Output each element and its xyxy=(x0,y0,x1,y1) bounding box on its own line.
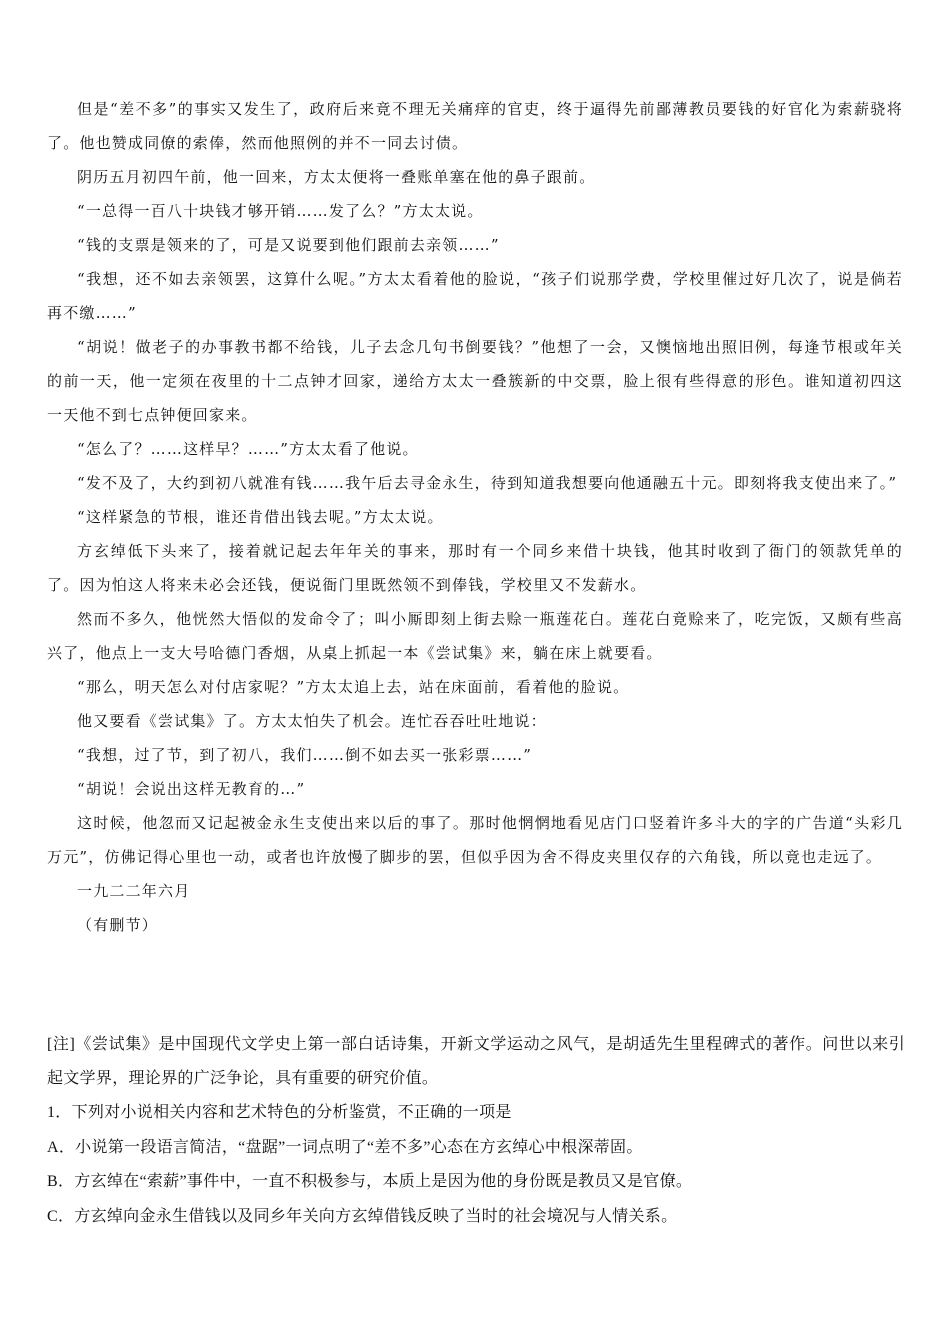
story-paragraph: “我想，过了节，到了初八，我们……倒不如去买一张彩票……” xyxy=(77,746,533,764)
option-b: B．方玄绰在“索薪”事件中，一直不积极参与，本质上是因为他的身份既是教员又是官僚。 xyxy=(47,1173,693,1190)
footnote: [注]《尝试集》是中国现代文学史上第一部白话诗集，开新文学运动之风气，是胡适先生里程碑式的著作。问世以来引起文学界，理论界的广泛争论，具有重要的研究价值。 xyxy=(47,1036,905,1087)
story-paragraph: “发不及了，大约到初八就准有钱……我午后去寻金永生，待到知道我想要向他通融五十元。即刻将我支使出来了。” xyxy=(77,474,898,492)
question-stem: 1．下列对小说相关内容和艺术特色的分析鉴赏，不正确的一项是 xyxy=(47,1104,512,1121)
story-abridged-note: （有删节） xyxy=(77,916,159,934)
option-a: A．小说第一段语言简洁，“盘踞”一词点明了“差不多”心态在方玄绰心中根深蒂固。 xyxy=(47,1138,643,1156)
story-paragraph: “这样紧急的节根，谁还肯借出钱去呢。”方太太说。 xyxy=(77,508,444,526)
story-paragraph: 方玄绰低下头来了，接着就记起去年年关的事来，那时有一个同乡来借十块钱，他其时收到了衙门的领款凭单的了。因为怕这人将来未必会还钱，便说衙门里既然领不到俸钱，学校里又不发薪水。 xyxy=(47,542,903,594)
story-date: 一九二二年六月 xyxy=(77,882,191,900)
story-text xyxy=(47,92,903,942)
question-1 xyxy=(47,1096,905,1234)
story-paragraph: “钱的支票是领来的了，可是又说要到他们跟前去亲领……” xyxy=(77,236,500,254)
story-paragraph: 这时候，他忽而又记起被金永生支使出来以后的事了。那时他惘惘地看见店门口竖着许多斗大的字的广告道“头彩几万元”，仿佛记得心里也一动，或者也许放慢了脚步的罢，但似乎因为舍不得皮夹里仅存的六角钱，所以竟也走远了。 xyxy=(47,814,903,866)
story-paragraph: “那么，明天怎么对付店家呢？”方太太追上去，站在床面前，看着他的脸说。 xyxy=(77,678,630,696)
footnote-and-question xyxy=(47,1028,905,1234)
story-paragraph: “怎么了？……这样早？……”方太太看了他说。 xyxy=(77,440,419,458)
story-paragraph: “胡说！做老子的办事教书都不给钱，儿子去念几句书倒要钱？”他想了一会，又懊恼地出照旧例，每逢节根或年关的前一天，他一定须在夜里的十二点钟才回家，递给方太太一叠簇新的中交票，脸上很有些得意的形色。谁知道初四这一天他不到七点钟便回家来。 xyxy=(47,338,903,424)
story-paragraph: 但是“差不多”的事实又发生了，政府后来竟不理无关痛痒的官吏，终于逼得先前鄙薄教员要钱的好官化为索薪骁将了。他也赞成同僚的索俸，然而他照例的并不一同去讨债。 xyxy=(47,100,903,152)
story-paragraph: 他又要看《尝试集》了。方太太怕失了机会。连忙吞吞吐吐地说： xyxy=(77,712,547,730)
story-paragraph: 阴历五月初四午前，他一回来，方太太便将一叠账单塞在他的鼻子跟前。 xyxy=(77,168,596,186)
story-paragraph: “我想，还不如去亲领罢，这算什么呢。”方太太看着他的脸说，“孩子们说那学费，学校里催过好几次了，说是倘若再不缴……” xyxy=(47,270,903,322)
story-paragraph: 然而不多久，他恍然大悟似的发命令了；叫小厮即刻上街去赊一瓶莲花白。莲花白竟赊来了，吃完饭，又颇有些高兴了，他点上一支大号哈德门香烟，从桌上抓起一本《尝试集》来，躺在床上就要看。 xyxy=(47,610,903,662)
story-paragraph: “一总得一百八十块钱才够开销……发了么？”方太太说。 xyxy=(77,202,484,220)
option-c: C．方玄绰向金永生借钱以及同乡年关向方玄绰借钱反映了当时的社会境况与人情关系。 xyxy=(47,1207,678,1225)
story-paragraph: “胡说！会说出这样无教育的…” xyxy=(77,780,306,798)
